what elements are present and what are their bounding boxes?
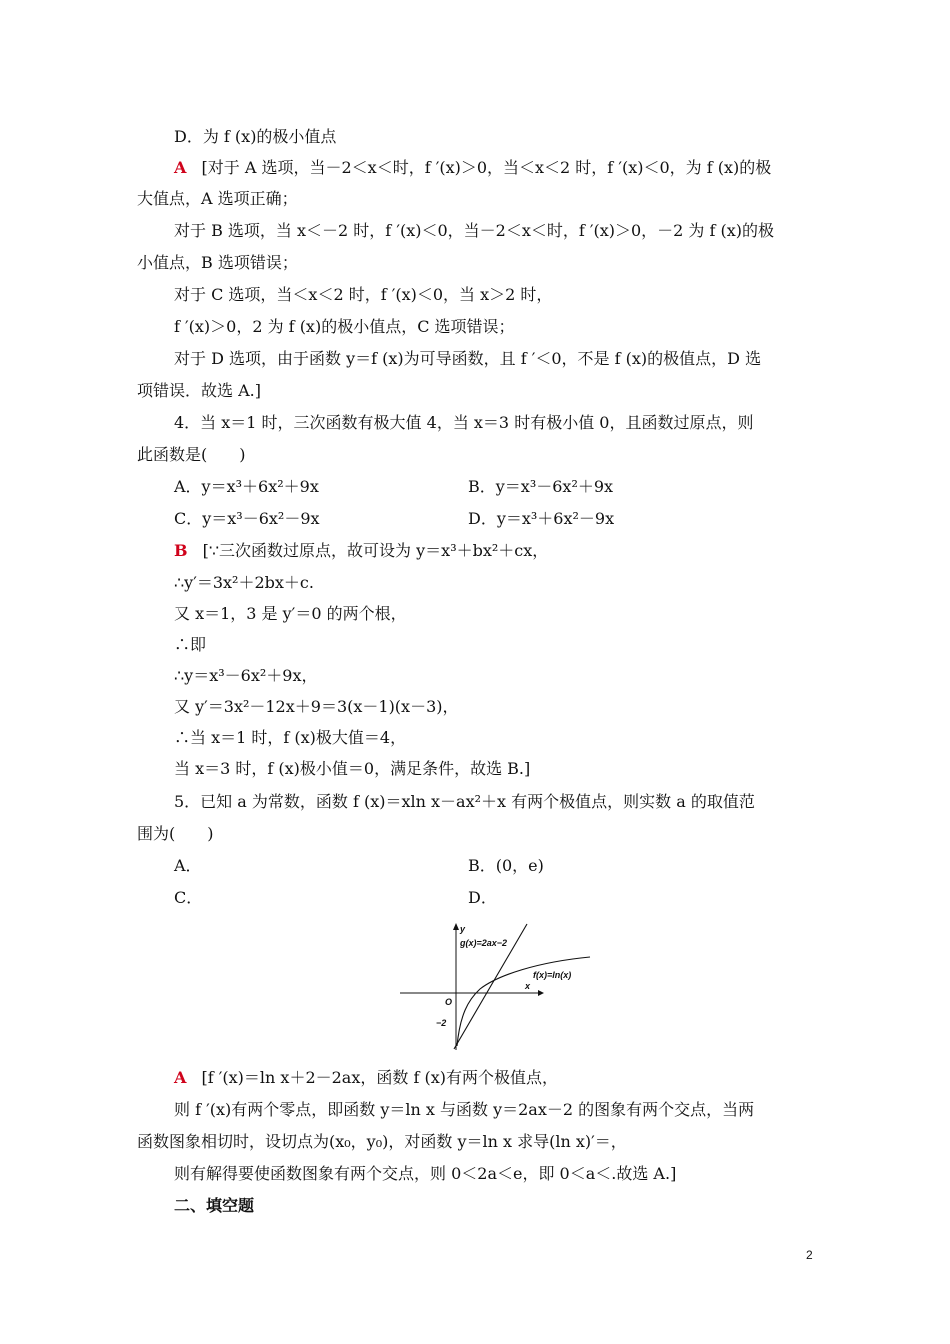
section-heading: 二、填空题 (174, 1196, 255, 1215)
answer-3-letter: A (174, 158, 187, 177)
x-axis-arrow (538, 990, 544, 996)
q4-option-a: A．y＝x³＋6x²＋9x (174, 477, 319, 496)
option-d-text: D．为 f (x)的极小值点 (174, 127, 337, 146)
answer-4-line (174, 540, 548, 562)
y-axis-arrow (453, 923, 459, 930)
page-number: 2 (806, 1248, 813, 1262)
text-line: 对于 C 选项，当＜x＜2 时，f ′(x)＜0，当 x＞2 时， (174, 285, 553, 304)
answer-3-text: [对于 A 选项，当－2＜x＜时，f ′(x)＞0，当＜x＜2 时，f ′(x)＜0，为 f (x)的极 (201, 158, 772, 177)
answer-4-letter: B (174, 541, 188, 560)
intercept-label: −2 (436, 1018, 447, 1028)
answer-5-text: [f ′(x)＝ln x＋2－2ax，函数 f (x)有两个极值点， (201, 1068, 558, 1087)
answer-5-letter: A (174, 1068, 187, 1087)
text-line: 当 x＝3 时，f (x)极小值＝0，满足条件，故选 B.] (174, 759, 531, 778)
text-line: ∴y′＝3x²＋2bx＋c. (174, 573, 314, 592)
q5-option-c: C． (174, 888, 203, 907)
f-function-label: f(x)=ln(x) (533, 970, 572, 980)
q4-option-b: B．y＝x³－6x²＋9x (468, 477, 614, 496)
answer-4-text: [∵三次函数过原点，故可设为 y＝x³＋bx²＋cx， (202, 541, 549, 560)
q4-option-d: D．y＝x³＋6x²－9x (468, 509, 615, 528)
question-5-stem-cont: 围为( ) (137, 824, 214, 843)
question-4-stem: 4．当 x＝1 时，三次函数有极大值 4，当 x＝3 时有极小值 0，且函数过原点，则 (174, 413, 754, 432)
text-line: 函数图象相切时，设切点为(x₀，y₀)，对函数 y＝ln x 求导(ln x)′＝， (137, 1132, 627, 1151)
text-line: 又 x＝1，3 是 y′＝0 的两个根， (174, 604, 407, 623)
text-line: 对于 D 选项，由于函数 y＝f (x)为可导函数，且 f ′＜0，不是 f (x)的极值点，D 选 (174, 349, 762, 368)
text-line: ∴y＝x³－6x²＋9x， (174, 666, 318, 685)
y-axis-label: y (460, 924, 466, 934)
text-line: ∴当 x＝1 时，f (x)极大值＝4， (174, 728, 407, 747)
origin-label: O (445, 997, 453, 1007)
question-4-stem-cont: 此函数是( ) (137, 445, 246, 464)
text-line: f ′(x)＞0，2 为 f (x)的极小值点，C 选项错误； (174, 317, 515, 336)
function-graph-figure (398, 920, 592, 1052)
text-line: 又 y′＝3x²－12x＋9＝3(x－1)(x－3)， (174, 697, 459, 716)
q5-option-d: D． (468, 888, 497, 907)
answer-3-line (174, 157, 771, 179)
q5-option-a: A． (174, 856, 202, 875)
x-axis-label: x (525, 981, 531, 991)
text-line: 小值点，B 选项错误； (137, 253, 298, 272)
text-line: 项错误．故选 A.] (137, 381, 261, 400)
text-line: 则 f ′(x)有两个零点，即函数 y＝ln x 与函数 y＝2ax－2 的图象有两个交点，当两 (174, 1100, 755, 1119)
text-line: ∴即 (174, 635, 207, 654)
g-function-label: g(x)=2ax−2 (460, 938, 508, 948)
q4-option-c: C．y＝x³－6x²－9x (174, 509, 320, 528)
question-5-stem: 5．已知 a 为常数，函数 f (x)＝xln x－ax²＋x 有两个极值点，则实数 a 的取值范 (174, 792, 755, 811)
text-line: 大值点，A 选项正确； (137, 189, 298, 208)
answer-5-line (174, 1067, 558, 1089)
text-line: 对于 B 选项，当 x＜－2 时，f ′(x)＜0，当－2＜x＜时，f ′(x)＞0，－2 为 f (x)的极 (174, 221, 775, 240)
text-line: 则有解得要使函数图象有两个交点，则 0＜2a＜e，即 0＜a＜.故选 A.] (174, 1164, 677, 1183)
q5-option-b: B．(0，e) (468, 856, 544, 875)
